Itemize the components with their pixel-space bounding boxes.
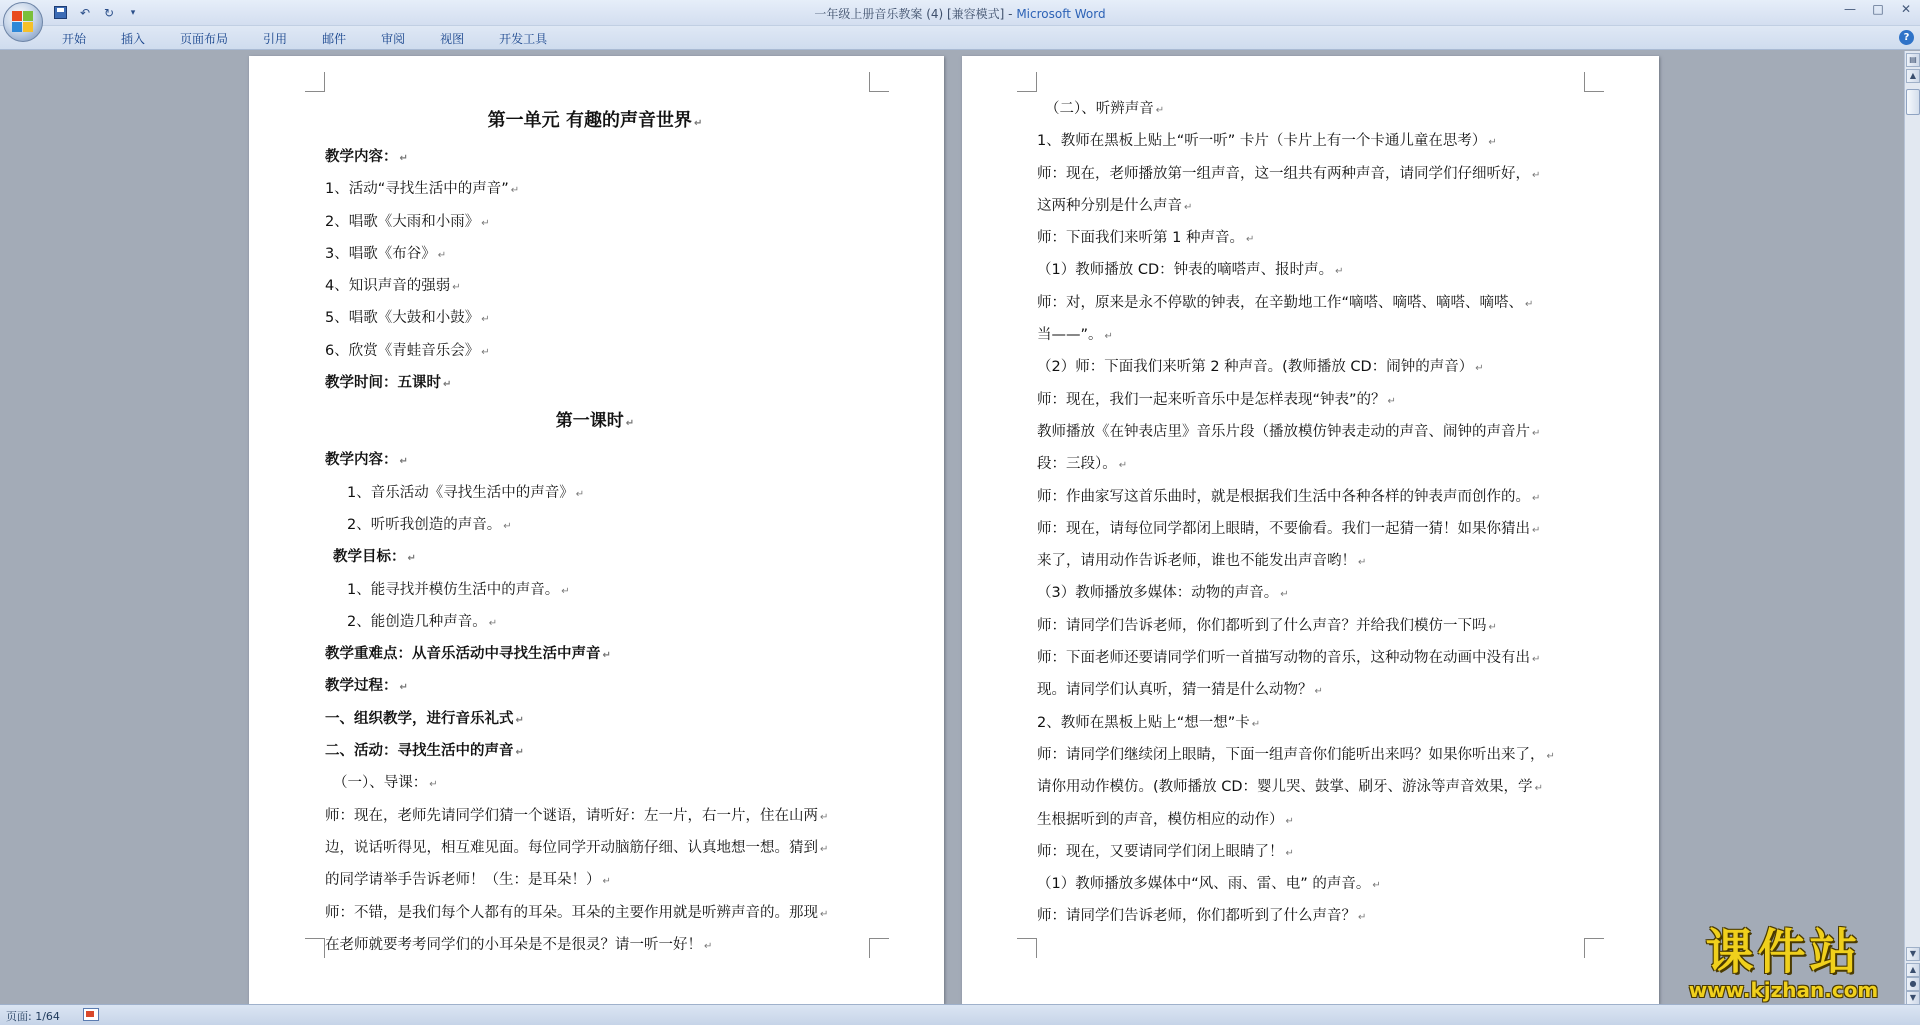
paragraph-mark-icon: ↵ (1184, 201, 1193, 213)
watermark-text: 课件站 (1705, 924, 1862, 980)
paragraph: 教学目标： ↵ (333, 549, 416, 566)
paragraph-mark-icon: ↵ (1534, 783, 1543, 795)
paragraph: 一、组织教学，进行音乐礼式 ↵ (325, 710, 524, 727)
paragraph-mark-icon: ↵ (488, 617, 498, 629)
crop-mark (1584, 938, 1604, 958)
paragraph-mark-icon: ↵ (1285, 815, 1294, 827)
next-page-button[interactable]: ▼ (1906, 991, 1920, 1005)
page-left (249, 56, 944, 1004)
paragraph-mark-icon: ↵ (1372, 880, 1381, 892)
crop-mark (869, 72, 889, 92)
paragraph-mark-icon: ↵ (704, 940, 713, 952)
paragraph-mark-icon: ↵ (1245, 234, 1255, 246)
scroll-down-button[interactable]: ▼ (1906, 947, 1920, 961)
paragraph: 5、唱歌《大鼓和小鼓》 ↵ (325, 310, 490, 327)
paragraph-mark-icon: ↵ (820, 908, 829, 920)
crop-mark (1017, 72, 1037, 92)
paragraph: 边，说话听得见，相互难见面。每位同学开动脑筋仔细、认真地想一想。猜到 ↵ (325, 839, 829, 856)
paragraph-mark-icon: ↵ (515, 747, 524, 759)
window-controls (1840, 2, 1916, 16)
paragraph: 教学重难点：从音乐活动中寻找生活中声音 ↵ (325, 646, 611, 663)
paragraph: 现。请同学们认真听，猜一猜是什么动物？ ↵ (1037, 682, 1323, 699)
paragraph-mark-icon: ↵ (399, 153, 408, 164)
paragraph: 师：现在，老师播放第一组声音，这一组共有两种声音，请同学们仔细听好， ↵ (1037, 165, 1541, 182)
paragraph: 2、唱歌《大雨和小雨》 ↵ (325, 213, 490, 230)
paragraph: 教学过程： ↵ (325, 678, 408, 695)
paragraph: 2、听听我创造的声音。 ↵ (347, 516, 512, 533)
paragraph-mark-icon: ↵ (481, 217, 490, 229)
paragraph-mark-icon: ↵ (1532, 492, 1541, 504)
browse-object-button[interactable]: ● (1906, 977, 1920, 991)
paragraph-mark-icon: ↵ (1532, 427, 1541, 439)
tab-page-layout[interactable]: 页面布局 (180, 32, 229, 46)
paragraph-mark-icon: ↵ (1546, 750, 1555, 762)
paragraph-mark-icon: ↵ (1155, 105, 1165, 116)
lesson-title: 第一课时 ↵ (555, 411, 635, 432)
paragraph: 6、欣赏《青蛙音乐会》 ↵ (325, 342, 490, 359)
paragraph-mark-icon: ↵ (1532, 169, 1541, 181)
paragraph: 2、能创造几种声音。 ↵ (347, 613, 498, 630)
document-area (0, 51, 1904, 1004)
paragraph: 在老师就要考考同学们的小耳朵是不是很灵？请一听一好！ ↵ (325, 936, 713, 953)
unit-title: 第一单元 有趣的声音世界 ↵ (487, 110, 703, 131)
paragraph: 4、知识声音的强弱 ↵ (325, 278, 461, 295)
paragraph-mark-icon: ↵ (1525, 298, 1534, 310)
paragraph-mark-icon: ↵ (515, 714, 524, 726)
proofing-icon[interactable] (83, 1008, 99, 1021)
paragraph-mark-icon: ↵ (1488, 137, 1497, 149)
paragraph: 师：请同学们告诉老师，你们都听到了什么声音？ ↵ (1037, 908, 1367, 925)
paragraph: 师：下面老师还要请同学们听一首描写动物的音乐，这种动物在动画中没有出 ↵ (1037, 650, 1541, 667)
paragraph: 师：对，原来是永不停歇的钟表，在辛勤地工作“嘀嗒、嘀嗒、嘀嗒、嘀嗒、 ↵ (1037, 294, 1534, 311)
paragraph-mark-icon: ↵ (443, 379, 452, 391)
paragraph-mark-icon: ↵ (1532, 524, 1541, 536)
paragraph-mark-icon: ↵ (1335, 266, 1344, 278)
paragraph-mark-icon: ↵ (399, 682, 408, 694)
paragraph-mark-icon: ↵ (429, 779, 438, 791)
vertical-scrollbar[interactable] (1904, 51, 1920, 1004)
paragraph: 请你用动作模仿。(教师播放 CD：婴儿哭、鼓掌、刷牙、游泳等声音效果，学 ↵ (1037, 779, 1543, 796)
crop-mark (869, 938, 889, 958)
paragraph-mark-icon: ↵ (820, 811, 829, 823)
watermark-logo (1667, 925, 1900, 1005)
paragraph: 教学内容： ↵ (325, 149, 408, 165)
paragraph: 段：三段）。 ↵ (1037, 456, 1128, 473)
tab-insert[interactable]: 插入 (121, 32, 146, 46)
paragraph-mark-icon: ↵ (1475, 363, 1484, 375)
paragraph-mark-icon: ↵ (1358, 557, 1367, 569)
paragraph-mark-icon: ↵ (1387, 395, 1396, 407)
paragraph-mark-icon: ↵ (481, 346, 490, 358)
redo-button[interactable]: ↻ (103, 6, 115, 20)
tab-developer[interactable]: 开发工具 (499, 32, 548, 46)
ribbon-tabs (52, 30, 572, 48)
paragraph-mark-icon: ↵ (625, 418, 635, 430)
paragraph-mark-icon: ↵ (575, 488, 585, 500)
tab-review[interactable]: 审阅 (381, 32, 406, 46)
paragraph-mark-icon: ↵ (1314, 686, 1323, 698)
scroll-up-button[interactable]: ▲ (1906, 69, 1920, 83)
page-left-text[interactable] (325, 103, 865, 962)
paragraph: 2、教师在黑板上贴上“想一想”卡 ↵ (1037, 714, 1261, 731)
close-button[interactable]: ✕ (1900, 2, 1912, 16)
paragraph-mark-icon: ↵ (602, 876, 611, 888)
maximize-button[interactable]: □ (1872, 2, 1884, 16)
paragraph-mark-icon: ↵ (1118, 460, 1128, 472)
paragraph: 3、唱歌《布谷》 ↵ (325, 245, 447, 262)
paragraph-mark-icon: ↵ (407, 553, 416, 565)
paragraph: 师：请同学们继续闭上眼睛，下面一组声音你们能听出来吗？如果你听出来了， ↵ (1037, 746, 1555, 763)
undo-button[interactable]: ↶ (79, 6, 91, 20)
paragraph: 师：不错，是我们每个人都有的耳朵。耳朵的主要作用就是听辨声音的。那现 ↵ (325, 904, 829, 921)
watermark-url: www.kjzhan.com (1688, 978, 1879, 1002)
tab-home[interactable]: 开始 (62, 32, 87, 46)
paragraph-mark-icon: ↵ (1488, 621, 1497, 633)
paragraph: （1）教师播放 CD：钟表的嘀嗒声、报时声。 ↵ (1037, 262, 1344, 279)
paragraph: 师：下面我们来听第 1 种声音。 ↵ (1037, 230, 1255, 247)
tab-references[interactable]: 引用 (263, 32, 288, 46)
paragraph: 1、能寻找并模仿生活中的声音。 ↵ (347, 581, 570, 598)
paragraph-mark-icon: ↵ (820, 843, 829, 855)
paragraph: 教师播放《在钟表店里》音乐片段（播放模仿钟表走动的声音、闹钟的声音片 ↵ (1037, 423, 1541, 440)
paragraph: 师：现在，又要请同学们闭上眼睛了！ ↵ (1037, 843, 1294, 860)
paragraph: 这两种分别是什么声音 ↵ (1037, 197, 1193, 214)
paragraph: 1、音乐活动《寻找生活中的声音》 ↵ (347, 484, 585, 501)
office-button[interactable] (3, 2, 43, 42)
paragraph: 师：现在，请每位同学都闭上眼睛，不要偷看。我们一起猜一猜！如果你猜出 ↵ (1037, 520, 1541, 537)
window-title (0, 5, 1920, 22)
paragraph-mark-icon: ↵ (452, 282, 461, 294)
paragraph: 教学内容： ↵ (325, 452, 408, 469)
page-right-text[interactable] (1037, 94, 1589, 934)
status-bar (0, 1004, 1920, 1025)
crop-mark (305, 938, 325, 958)
paragraph-mark-icon: ↵ (1280, 589, 1289, 601)
paragraph: （一）、导课： ↵ (333, 775, 438, 792)
paragraph: 当——”。 ↵ (1037, 327, 1113, 344)
crop-mark (1584, 72, 1604, 92)
customize-qat-button[interactable]: ▾ (130, 8, 136, 18)
paragraph-mark-icon: ↵ (1358, 912, 1367, 924)
paragraph-mark-icon: ↵ (1251, 718, 1261, 730)
minimize-button[interactable]: — (1844, 2, 1856, 16)
paragraph-mark-icon: ↵ (437, 249, 447, 261)
page-right (962, 56, 1659, 1004)
paragraph-mark-icon: ↵ (1104, 331, 1113, 343)
paragraph-mark-icon: ↵ (481, 314, 490, 326)
ruler-toggle-icon[interactable]: ▤ (1906, 53, 1920, 67)
paragraph: 的同学请举手告诉老师！（生：是耳朵！） ↵ (325, 872, 611, 889)
paragraph: 师：作曲家写这首乐曲时，就是根据我们生活中各种各样的钟表声而创作的。 ↵ (1037, 488, 1541, 505)
paragraph: （1）教师播放多媒体中“风、雨、雷、电” 的声音。 ↵ (1037, 876, 1381, 893)
paragraph-mark-icon: ↵ (1532, 654, 1541, 666)
paragraph: 二、活动：寻找生活中的声音 ↵ (325, 743, 524, 760)
paragraph: 1、教师在黑板上贴上“听一听” 卡片（卡片上有一个卡通儿童在思考） ↵ (1037, 133, 1497, 150)
crop-mark (1017, 938, 1037, 958)
paragraph: （2）师：下面我们来听第 2 种声音。(教师播放 CD：闹钟的声音） ↵ (1037, 359, 1484, 376)
paragraph: （二）、听辨声音 ↵ (1045, 101, 1165, 117)
paragraph: 1、活动“寻找生活中的声音” ↵ (325, 181, 520, 198)
title-bar (0, 0, 1920, 26)
paragraph-mark-icon: ↵ (693, 118, 703, 129)
paragraph-mark-icon: ↵ (561, 585, 570, 597)
paragraph-mark-icon: ↵ (1285, 847, 1294, 859)
paragraph-mark-icon: ↵ (503, 520, 512, 532)
office-logo-icon (12, 11, 34, 33)
paragraph-mark-icon: ↵ (510, 185, 520, 197)
tab-mailings[interactable]: 邮件 (322, 32, 347, 46)
paragraph-mark-icon: ↵ (399, 456, 408, 468)
paragraph: 师：现在，我们一起来听音乐中是怎样表现“钟表”的？ ↵ (1037, 391, 1396, 408)
paragraph: 师：现在，老师先请同学们猜一个谜语，请听好：左一片，右一片，住在山两 ↵ (325, 807, 829, 824)
paragraph: 生根据听到的声音，模仿相应的动作） ↵ (1037, 811, 1294, 828)
paragraph: 教学时间：五课时 ↵ (325, 375, 452, 392)
previous-page-button[interactable]: ▲ (1906, 963, 1920, 977)
paragraph-mark-icon: ↵ (602, 650, 611, 662)
document-name: 一年级上册音乐教案 (4) [兼容模式] - (814, 7, 1017, 21)
scroll-thumb[interactable] (1906, 89, 1920, 115)
crop-mark (305, 72, 325, 92)
help-button[interactable]: ? (1899, 30, 1914, 45)
paragraph: 师：请同学们告诉老师，你们都听到了什么声音？并给我们模仿一下吗 ↵ (1037, 617, 1497, 634)
app-name: Microsoft Word (1016, 7, 1106, 21)
paragraph: 来了，请用动作告诉老师，谁也不能发出声音哟！ ↵ (1037, 553, 1367, 570)
ribbon (0, 26, 1920, 50)
tab-view[interactable]: 视图 (440, 32, 465, 46)
page-indicator[interactable]: 页面: 1/64 (6, 1010, 60, 1023)
paragraph: （3）教师播放多媒体：动物的声音。 ↵ (1037, 585, 1289, 602)
